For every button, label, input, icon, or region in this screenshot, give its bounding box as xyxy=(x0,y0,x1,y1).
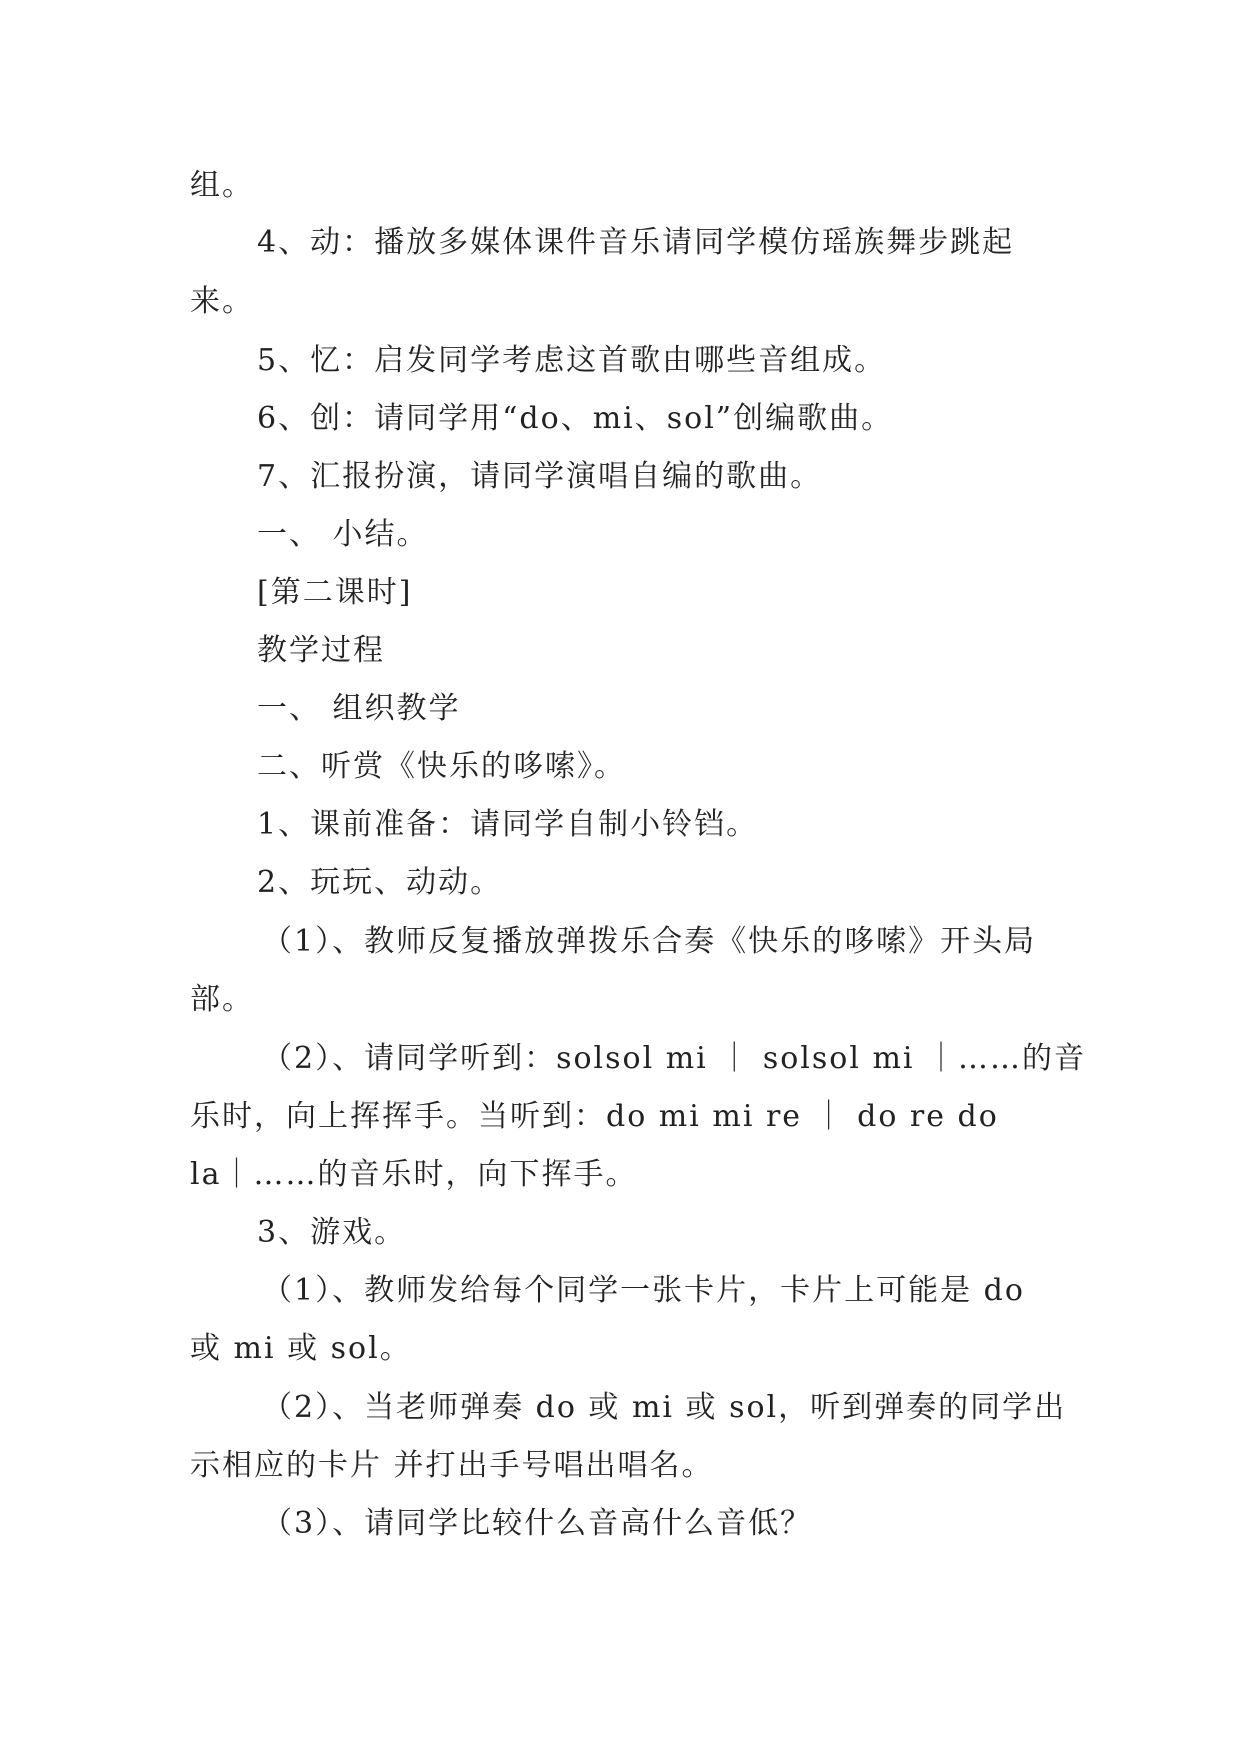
text-line: 乐时，向上挥挥手。当听到：do mi mi re ｜ do re do xyxy=(190,1099,999,1134)
text-line: la｜……的音乐时，向下挥手。 xyxy=(190,1157,638,1192)
text-line: （2）、请同学听到：solsol mi ｜ solsol mi ｜……的音 xyxy=(262,1041,1087,1076)
text-line: 来。 xyxy=(190,284,254,319)
text-line: [第二课时] xyxy=(257,575,413,610)
text-line: 一、 小结。 xyxy=(257,517,429,552)
text-line: 或 mi 或 sol。 xyxy=(190,1331,412,1366)
text-line: 4、动：播放多媒体课件音乐请同学模仿瑶族舞步跳起 xyxy=(257,225,1015,260)
text-line: 1、课前准备：请同学自制小铃铛。 xyxy=(257,807,759,842)
text-line: 6、创：请同学用“do、mi、sol”创编歌曲。 xyxy=(257,401,894,436)
text-line: 2、玩玩、动动。 xyxy=(257,865,503,900)
text-line: （3）、请同学比较什么音高什么音低？ xyxy=(262,1506,813,1541)
text-line: （2）、当老师弹奏 do 或 mi 或 sol，听到弹奏的同学出 xyxy=(262,1390,1067,1425)
text-line: 组。 xyxy=(190,168,254,203)
text-line: （1）、教师发给每个同学一张卡片，卡片上可能是 do xyxy=(262,1273,1025,1308)
text-line: 5、忆：启发同学考虑这首歌由哪些音组成。 xyxy=(257,343,887,378)
text-line: 一、 组织教学 xyxy=(257,691,461,726)
text-line: 部。 xyxy=(190,982,254,1017)
text-line: 7、汇报扮演，请同学演唱自编的歌曲。 xyxy=(257,459,823,494)
text-line: 示相应的卡片 并打出手号唱出唱名。 xyxy=(190,1448,714,1483)
text-line: 教学过程 xyxy=(257,633,385,668)
text-line: （1）、教师反复播放弹拨乐合奏《快乐的哆嗦》开头局 xyxy=(262,924,1037,959)
text-line: 二、听赏《快乐的哆嗦》。 xyxy=(257,749,626,784)
text-line: 3、游戏。 xyxy=(257,1215,407,1250)
